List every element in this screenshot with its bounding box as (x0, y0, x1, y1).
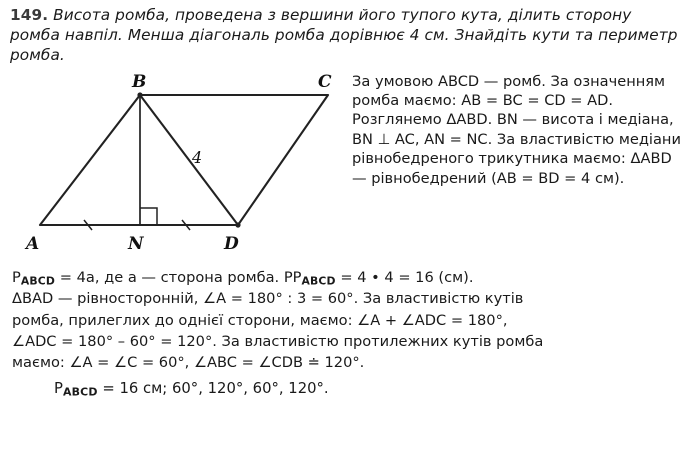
perimeter-rest: = 4a, де a — сторона ромба. P (55, 268, 293, 286)
given-text: За умовою ABCD — ромб. За означенням ромба маємо: AB = BC = CD = AD. Розглянемо ΔABD. BN — висота і медіана, BN ⊥ AC, AN = NC. За властивістю медіани рівнобедреного трикутника маємо: ΔABD — рівнобедрений (AB = BD = 4 см). (352, 72, 681, 187)
perimeter-symbol-prefix: P (12, 268, 21, 286)
answer-rest: = 16 см; 60°, 120°, 60°, 120°. (97, 379, 329, 397)
figure-column (10, 70, 350, 262)
figure-label-c: C (318, 71, 332, 92)
answer-subscript: ABCD (62, 385, 98, 399)
figure-label-diagonal-length: 4 (192, 147, 203, 167)
solution-body (10, 268, 685, 374)
perimeter-rest-2: = 4 • 4 = 16 (см). (335, 268, 474, 286)
final-answer (10, 380, 685, 398)
figure-label-n: N (128, 233, 144, 254)
solution-line-2: ромба, прилеглих до однієї сторони, маємо: ∠A + ∠ADC = 180°, (12, 311, 508, 329)
answer-symbol-prefix: P (54, 379, 63, 397)
perimeter-subscript-2: ABCD (301, 274, 336, 287)
solution-line-perimeter (12, 268, 683, 288)
problem-statement (10, 6, 685, 66)
problem-number: 149. (10, 6, 49, 24)
figure-label-d: D (224, 233, 239, 254)
perimeter-subscript: ABCD (20, 274, 56, 287)
solution-line-4: маємо: ∠A = ∠C = 60°, ∠ABC = ∠CDB ≐ 120°. (12, 354, 365, 372)
rhombus-diagram (10, 70, 350, 262)
solution-line-1: ΔBAD — рівносторонній, ∠A = 180° : 3 = 60°. За властивістю кутів (12, 290, 524, 308)
perimeter-symbol-prefix-2: P (292, 268, 302, 286)
figure-label-b: B (132, 71, 147, 92)
content-columns (10, 70, 685, 262)
figure-label-a: A (26, 233, 40, 254)
problem-text: Висота ромба, проведена з вершини його тупого кута, ділить сторону ромба навпіл. Менша діагональ ромба дорівнює 4 см. Знайдіть кути та периметр ромба. (10, 6, 678, 64)
solution-line-3: ∠ADC = 180° – 60° = 120°. За властивістю протилежних кутів ромба (12, 332, 544, 350)
